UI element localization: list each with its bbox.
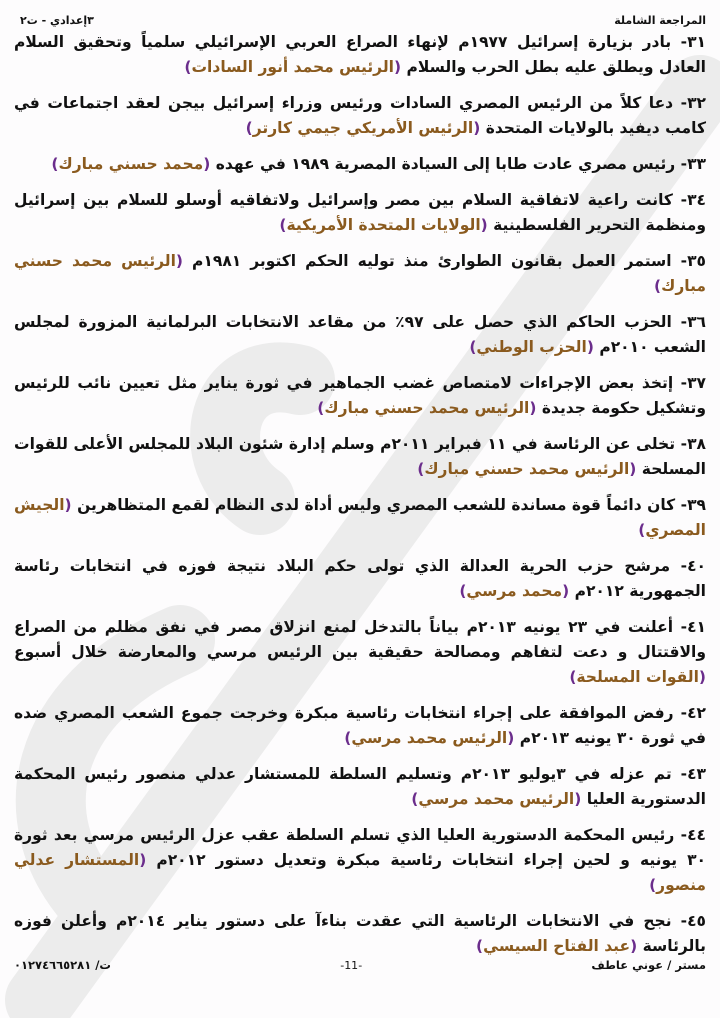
list-item: [14, 554, 706, 604]
list-item: [14, 152, 706, 177]
item-text: رئيس المحكمة الدستورية العليا الذي تسلم السلطة عقب عزل الرئيس مرسي بعد ثورة ٣٠ يونيه و لحين إجراء انتخابات رئاسية مبكرة وتعديل دستور ٢٠١٢م: [14, 826, 706, 869]
answer-open-paren: (: [393, 58, 402, 76]
item-number: ٤٤-: [680, 826, 706, 844]
list-item: [14, 493, 706, 543]
item-text: نجح في الانتخابات الرئاسية التي عقدت بناءآ على دستور يناير ٢٠١٤م وأعلن فوزه بالرئاسة: [14, 912, 706, 955]
answer-close-paren: ): [184, 58, 192, 76]
answer-open-paren: (: [630, 937, 638, 955]
item-answer: الحزب الوطني: [476, 338, 587, 356]
item-text: إتخذ بعض الإجراءات لامتصاص غضب الجماهير في ثورة يناير مثل تعيين نائب للرئيس وتشكيل حكومة جديدة: [14, 374, 706, 417]
list-item: [14, 432, 706, 482]
question-list: [14, 30, 706, 959]
answer-close-paren: ): [417, 460, 425, 478]
item-number: ٤٥-: [680, 912, 707, 930]
item-number: ٤١-: [680, 618, 706, 636]
item-number: ٣٩-: [680, 496, 706, 514]
answer-open-paren: (: [480, 216, 488, 234]
item-text: استمر العمل بقانون الطوارئ منذ توليه الحكم اكتوبر ١٩٨١م: [192, 252, 672, 270]
item-number: ٣٥-: [680, 252, 706, 270]
page-footer: [14, 958, 706, 972]
item-answer: الرئيس الأمريكي جيمي كارتر: [252, 119, 474, 137]
answer-close-paren: ): [469, 338, 477, 356]
item-answer: الرئيس محمد مرسي: [351, 729, 508, 747]
list-item: [14, 762, 706, 812]
item-number: ٣٨-: [680, 435, 707, 453]
item-text: بادر بزيارة إسرائيل ١٩٧٧م لإنهاء الصراع العربي الإسرائيلي سلمياً وتحقيق السلام العادل ويطلق عليه بطل الحرب والسلام: [14, 33, 706, 76]
item-answer: الرئيس محمد حسني مبارك: [324, 399, 530, 417]
item-number: ٣٢-: [680, 94, 706, 112]
item-answer: الجيش المصري: [14, 496, 706, 539]
item-text: رئيس مصري عادت طابا إلى السيادة المصرية ١٩٨٩ في عهده: [215, 155, 676, 173]
item-answer: الرئيس محمد أنور السادات: [191, 58, 394, 76]
answer-close-paren: ): [654, 277, 662, 295]
item-number: ٣٤-: [680, 191, 706, 209]
answer-open-paren: (: [529, 399, 537, 417]
header-grade: ٣إعدادي - ت٢: [20, 14, 94, 27]
item-text: تخلى عن الرئاسة في ١١ فبراير ٢٠١١م وسلم إدارة شئون البلاد للمجلس الأعلى للقوات المسلحة: [14, 435, 706, 478]
item-answer: الولايات المتحدة الأمريكية: [286, 216, 481, 234]
answer-open-paren: (: [629, 460, 637, 478]
list-item: [14, 615, 706, 690]
answer-open-paren: (: [698, 668, 706, 686]
list-item: [14, 30, 706, 80]
answer-open-paren: (: [507, 729, 515, 747]
answer-open-paren: (: [574, 790, 582, 808]
item-text: تم عزله في ٣يوليو ٢٠١٣م وتسليم السلطة للمستشار عدلي منصور رئيس المحكمة الدستورية العليا: [14, 765, 706, 808]
list-item: [14, 701, 706, 751]
answer-open-paren: (: [586, 338, 594, 356]
answer-open-paren: (: [562, 582, 570, 600]
answer-open-paren: (: [473, 119, 481, 137]
item-text: أعلنت في ٢٣ يونيه ٢٠١٣م بياناً بالتدخل لمنع انزلاق مصر في نفق مظلم من الصراع والاقتتال و دعت لتفاهم ومصالحة حقيقية بين الرئيس مرسي والمعارضة خلال أسبوع: [14, 618, 706, 661]
list-item: [14, 188, 706, 238]
footer-author: مستر / عوني عاطف: [591, 958, 706, 972]
item-number: ٤٢-: [680, 704, 706, 722]
answer-close-paren: ): [279, 216, 287, 234]
answer-close-paren: ): [51, 155, 59, 173]
item-number: ٣٣-: [680, 155, 706, 173]
item-text: كانت راعية لاتفاقية السلام بين مصر وإسرائيل ولاتفاقيه أوسلو للسلام بين إسرائيل ومنظمة التحرير الفلسطينية: [14, 191, 706, 234]
list-item: [14, 91, 706, 141]
answer-close-paren: ): [638, 521, 646, 539]
item-number: ٣١-: [680, 33, 706, 51]
item-answer: عبد الفتاح السيسي: [483, 937, 631, 955]
item-answer: القوات المسلحة: [576, 668, 699, 686]
item-answer: المستشار عدلي منصور: [14, 851, 706, 894]
answer-open-paren: (: [64, 496, 72, 514]
page-number: -11-: [340, 958, 363, 972]
item-answer: محمد مرسي: [466, 582, 563, 600]
answer-open-paren: (: [203, 155, 211, 173]
list-item: [14, 249, 706, 299]
answer-close-paren: ): [344, 729, 352, 747]
page-header: [14, 14, 706, 30]
item-text: مرشح حزب الحرية العدالة الذي تولى حكم البلاد نتيجة فوزه في انتخابات رئاسة الجمهورية ٢٠١٢م: [14, 557, 706, 600]
answer-close-paren: ): [317, 399, 325, 417]
list-item: [14, 823, 706, 898]
item-number: ٤٣-: [680, 765, 706, 783]
footer-phone: ت/ ٠١٢٧٤٦٦٥٢٨١: [14, 958, 111, 972]
answer-close-paren: ): [476, 937, 484, 955]
item-answer: الرئيس محمد مرسي: [418, 790, 575, 808]
answer-close-paren: ): [411, 790, 419, 808]
item-answer: محمد حسني مبارك: [58, 155, 204, 173]
item-text: كان دائماً قوة مساندة للشعب المصري وليس أداة لدى النظام لقمع المتظاهرين: [77, 496, 676, 514]
item-answer: الرئيس محمد حسني مبارك: [424, 460, 630, 478]
item-number: ٣٦-: [680, 313, 706, 331]
answer-open-paren: (: [139, 851, 147, 869]
answer-close-paren: ): [459, 582, 467, 600]
answer-close-paren: ): [245, 119, 253, 137]
item-number: ٤٠-: [680, 557, 706, 575]
item-text: الحزب الحاكم الذي حصل على ٩٧٪ من مقاعد الانتخابات البرلمانية المزورة لمجلس الشعب ٢٠١٠م: [14, 313, 706, 356]
item-number: ٣٧-: [680, 374, 706, 392]
answer-open-paren: (: [175, 252, 184, 270]
header-title: المراجعة الشاملة: [614, 14, 706, 27]
answer-close-paren: ): [649, 876, 657, 894]
list-item: [14, 310, 706, 360]
item-answer: الرئيس محمد حسني مبارك: [14, 252, 706, 295]
list-item: [14, 909, 706, 959]
answer-close-paren: ): [569, 668, 577, 686]
list-item: [14, 371, 706, 421]
item-text: دعا كلاً من الرئيس المصري السادات ورئيس وزراء إسرائيل بيجن لعقد اجتماعات في كامب ديفيد بالولايات المتحدة: [14, 94, 706, 137]
item-text: رفض الموافقة على إجراء انتخابات رئاسية مبكرة وخرجت جموع الشعب المصري ضده في ثورة ٣٠ يونيه ٢٠١٣م: [14, 704, 706, 747]
